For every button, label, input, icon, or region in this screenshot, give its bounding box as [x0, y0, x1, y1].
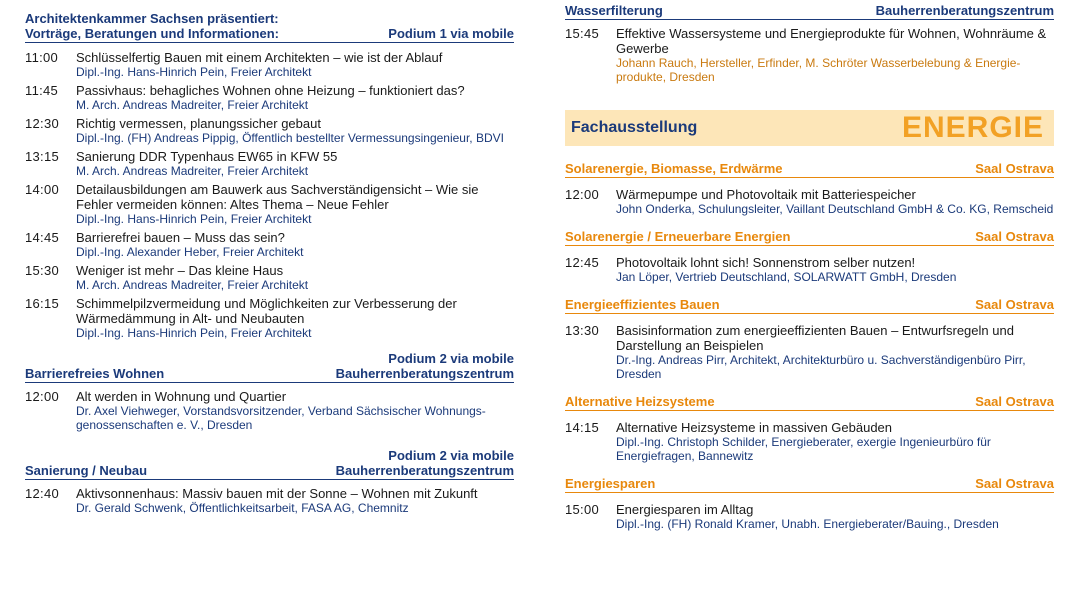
event-title: Weniger ist mehr – Das kleine Haus: [76, 263, 284, 278]
event-time: 12:40: [25, 486, 60, 501]
event-body: [76, 50, 514, 79]
event-speaker: Dipl.-Ing. Hans-Hinrich Pein, Freier Architekt: [76, 326, 312, 340]
event-item: [25, 182, 514, 226]
event-time: 15:45: [565, 26, 600, 41]
event-item: [25, 50, 514, 79]
event-item: [565, 26, 1054, 84]
event-speaker: M. Arch. Andreas Madreiter, Freier Architekt: [76, 278, 309, 292]
event-title: Effektive Wassersysteme und Energieprodukte für Wohnen, Wohnräume & Gewerbe: [616, 26, 1047, 56]
podium-label: Podium 2 via mobile: [388, 351, 514, 366]
fachausstellung-label: Fachausstellung: [571, 119, 698, 136]
section-header-barrierefrei: [25, 351, 514, 383]
event-body: [616, 502, 1054, 531]
section-header: [565, 476, 1054, 493]
section-header-wasser: [565, 3, 1054, 20]
event-item: [25, 116, 514, 145]
event-speaker: Dipl.-Ing. Alexander Heber, Freier Architekt: [76, 245, 304, 259]
venue-label: Bauherrenberatungszentrum: [335, 463, 514, 478]
event-item: [565, 187, 1054, 216]
fachausstellung-banner: [565, 110, 1054, 146]
event-speaker: Dipl.-Ing. (FH) Ronald Kramer, Unabh. Energieberater/Bauing., Dresden: [616, 517, 999, 531]
event-item: [565, 502, 1054, 531]
event-time: 13:30: [565, 323, 600, 338]
event-title: Detailausbildungen am Bauwerk aus Sachverständigensicht – Wie sie Fehler vermeiden können: Altes Thema – Neue Fehler: [76, 182, 479, 212]
event-speaker: Dipl.-Ing. Hans-Hinrich Pein, Freier Architekt: [76, 212, 312, 226]
event-speaker: Johann Rauch, Hersteller, Erfinder, M. Schröter Wasserbelebung & Energie-produkte, Dresden: [616, 56, 1021, 84]
event-body: [616, 420, 1054, 463]
event-item: [25, 149, 514, 178]
section-header: [565, 229, 1054, 246]
venue-label: Saal Ostrava: [975, 229, 1054, 244]
event-body: [76, 182, 514, 226]
event-item: [25, 230, 514, 259]
event-item: [25, 83, 514, 112]
podium-label: Podium 2 via mobile: [388, 448, 514, 463]
event-title: Photovoltaik lohnt sich! Sonnenstrom selber nutzen!: [616, 255, 916, 270]
intro-line2: Vorträge, Beratungen und Informationen:: [25, 26, 279, 41]
event-item: [565, 323, 1054, 381]
event-speaker: Dr. Gerald Schwenk, Öffentlichkeitsarbeit, FASA AG, Chemnitz: [76, 501, 409, 515]
event-item: [25, 296, 514, 340]
event-body: [76, 116, 514, 145]
venue-label: Saal Ostrava: [975, 476, 1054, 491]
event-time: 14:45: [25, 230, 60, 245]
venue-label: Saal Ostrava: [975, 394, 1054, 409]
event-title: Barrierefrei bauen – Muss das sein?: [76, 230, 285, 245]
venue-label: Bauherrenberatungszentrum: [875, 3, 1054, 18]
event-item: [565, 420, 1054, 463]
event-title: Wärmepumpe und Photovoltaik mit Batteriespeicher: [616, 187, 916, 202]
event-title: Alternative Heizsysteme in massiven Gebäuden: [616, 420, 893, 435]
event-time: 12:00: [565, 187, 600, 202]
event-body: [616, 187, 1054, 216]
event-time: 12:00: [25, 389, 60, 404]
event-speaker: Dipl.-Ing. Christoph Schilder, Energieberater, exergie Ingenieurbüro für Energiefragen, Bannewitz: [616, 435, 991, 463]
event-time: 11:45: [25, 83, 59, 98]
event-speaker: M. Arch. Andreas Madreiter, Freier Architekt: [76, 98, 309, 112]
venue-label: Saal Ostrava: [975, 297, 1054, 312]
section-name: Barrierefreies Wohnen: [25, 366, 165, 381]
energie-brand: ENERGIE: [901, 111, 1044, 144]
section-header: [565, 394, 1054, 411]
event-speaker: M. Arch. Andreas Madreiter, Freier Architekt: [76, 164, 309, 178]
event-time: 15:30: [25, 263, 60, 278]
right-column: [565, 0, 1054, 531]
event-time: 12:30: [25, 116, 60, 131]
event-body: [616, 255, 1054, 284]
event-time: 12:45: [565, 255, 600, 270]
intro-line1: Architektenkammer Sachsen präsentiert:: [25, 11, 279, 26]
event-body: [76, 230, 514, 259]
event-title: Energiesparen im Alltag: [616, 502, 754, 517]
section-name: Sanierung / Neubau: [25, 463, 148, 478]
section-name: Alternative Heizsysteme: [565, 394, 715, 409]
event-time: 11:00: [25, 50, 59, 65]
event-speaker: Dipl.-Ing. Hans-Hinrich Pein, Freier Architekt: [76, 65, 312, 79]
energie-sections: [565, 161, 1054, 531]
section-name: Solarenergie / Erneuerbare Energien: [565, 229, 791, 244]
event-speaker: John Onderka, Schulungsleiter, Vaillant Deutschland GmbH & Co. KG, Remscheid: [616, 202, 1054, 216]
event-title: Sanierung DDR Typenhaus EW65 in KFW 55: [76, 149, 338, 164]
section-header: [565, 297, 1054, 314]
event-title: Alt werden in Wohnung und Quartier: [76, 389, 287, 404]
event-time: 14:15: [565, 420, 600, 435]
section-name: Energiesparen: [565, 476, 656, 491]
section-header: [565, 161, 1054, 178]
event-item: [25, 486, 514, 515]
event-body: [76, 263, 514, 292]
section-name: Energieeffizientes Bauen: [565, 297, 720, 312]
podium1-events: [25, 50, 514, 340]
event-time: 15:00: [565, 502, 600, 517]
left-column: [25, 0, 514, 515]
section-name: Solarenergie, Biomasse, Erdwärme: [565, 161, 783, 176]
section-header-sanierung: [25, 448, 514, 480]
event-speaker: Dr. Axel Viehweger, Vorstandsvorsitzender, Verband Sächsischer Wohnungs-genossenschaften e. V., Dresden: [76, 404, 486, 432]
event-title: Basisinformation zum energieeffizienten Bauen – Entwurfsregeln und Darstellung an Beispielen: [616, 323, 1014, 353]
event-title: Richtig vermessen, planungssicher gebaut: [76, 116, 321, 131]
event-body: [76, 149, 514, 178]
event-item: [25, 263, 514, 292]
event-speaker: Dipl.-Ing. (FH) Andreas Pippig, Öffentlich bestellter Vermessungsingenieur, BDVI: [76, 131, 504, 145]
event-speaker: Dr.-Ing. Andreas Pirr, Architekt, Architekturbüro u. Sachverständigenbüro Pirr, Dresden: [616, 353, 1026, 381]
event-title: Schimmelpilzvermeidung und Möglichkeiten zur Verbesserung der Wärmedämmung in Alt- und Neubauten: [76, 296, 457, 326]
event-body: [616, 323, 1054, 381]
event-item: [25, 389, 514, 432]
event-body: [76, 296, 514, 340]
section-name: Wasserfilterung: [565, 3, 663, 18]
event-title: Schlüsselfertig Bauen mit einem Architekten – wie ist der Ablauf: [76, 50, 443, 65]
event-time: 16:15: [25, 296, 60, 311]
venue-label: Saal Ostrava: [975, 161, 1054, 176]
venue-label: Bauherrenberatungszentrum: [335, 366, 514, 381]
event-speaker: Jan Löper, Vertrieb Deutschland, SOLARWATT GmbH, Dresden: [616, 270, 957, 284]
event-time: 14:00: [25, 182, 60, 197]
event-time: 13:15: [25, 149, 60, 164]
event-item: [565, 255, 1054, 284]
event-title: Passivhaus: behagliches Wohnen ohne Heizung – funktioniert das?: [76, 83, 465, 98]
event-body: [76, 83, 514, 112]
podium1-label: Podium 1 via mobile: [388, 26, 514, 41]
event-title: Aktivsonnenhaus: Massiv bauen mit der Sonne – Wohnen mit Zukunft: [76, 486, 478, 501]
section-header-podium1: [25, 11, 514, 43]
